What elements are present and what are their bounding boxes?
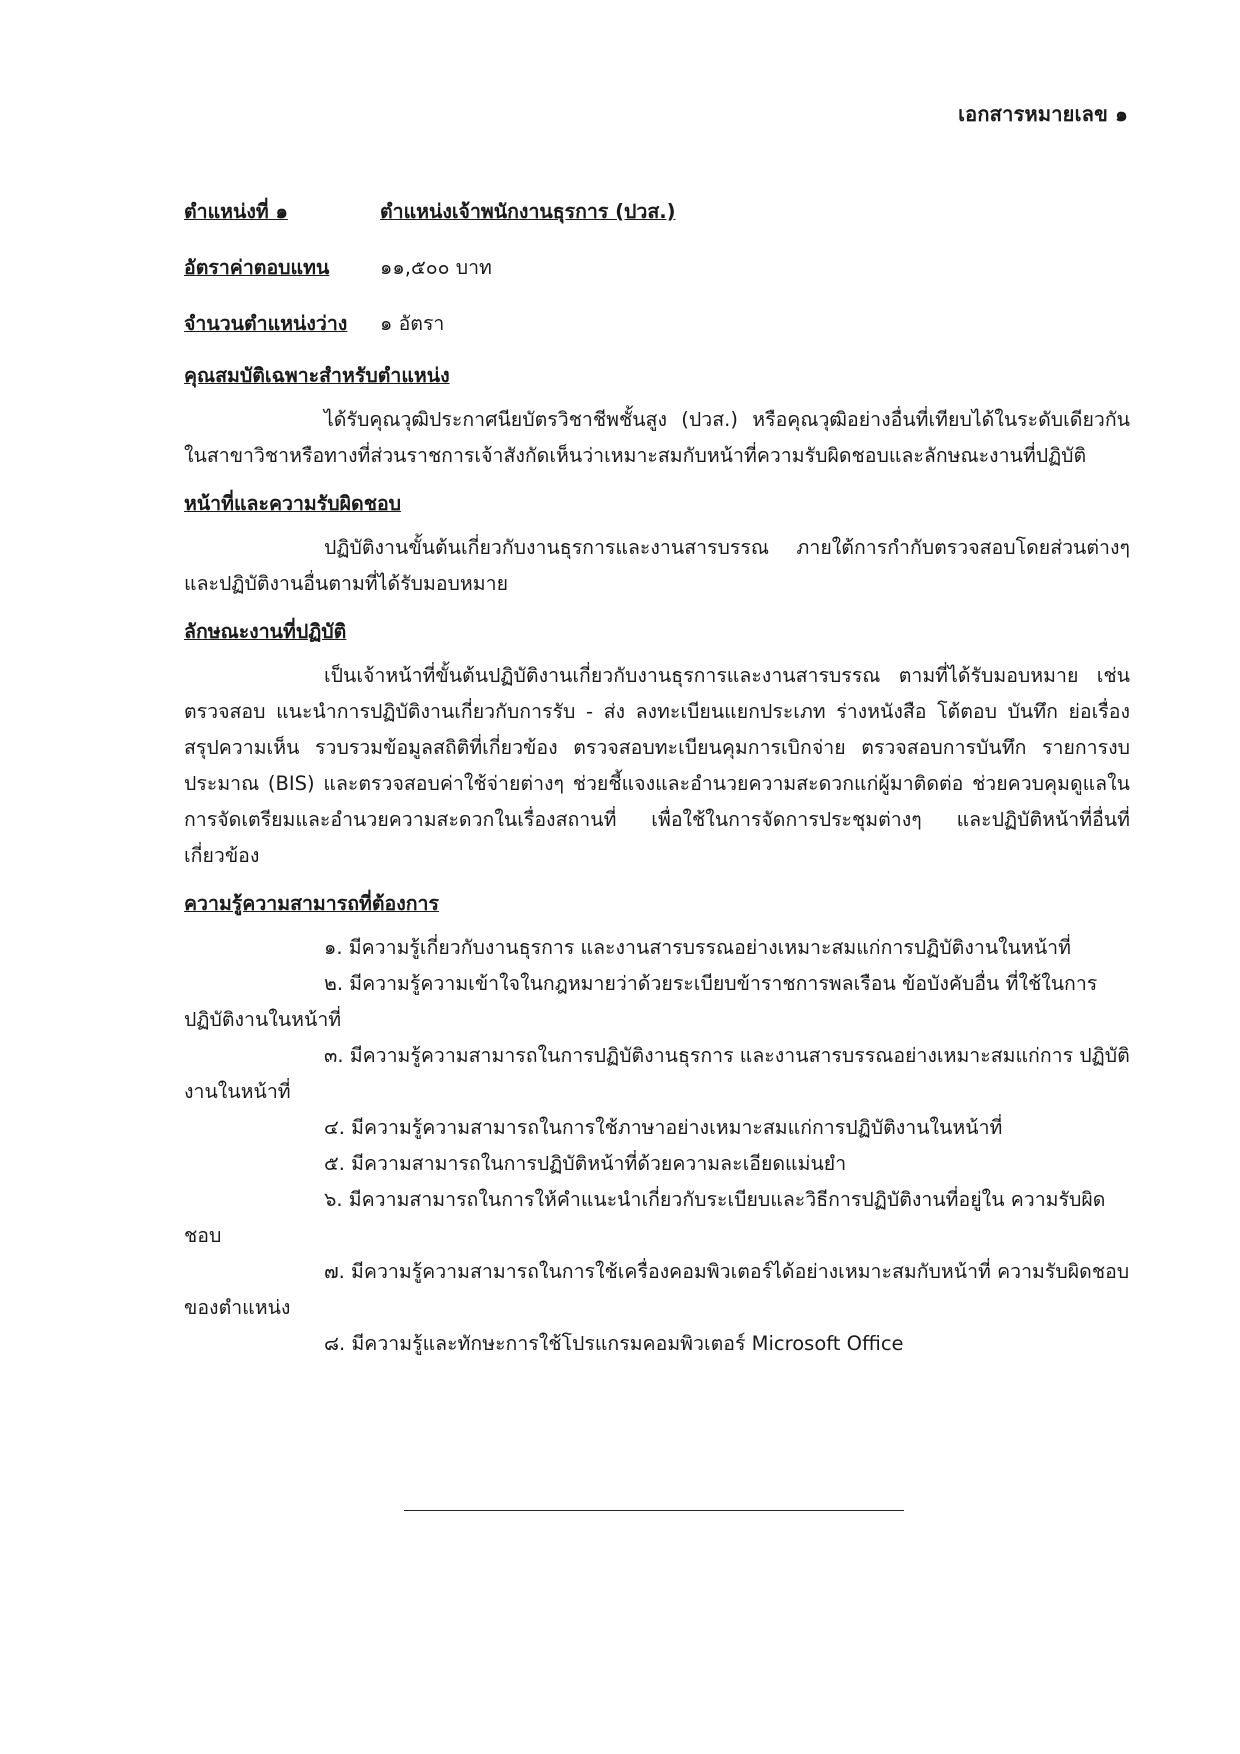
position-row	[184, 194, 1130, 250]
document-body	[184, 194, 1130, 1362]
skill-item-8: ๘. มีความรู้และทักษะการใช้โปรแกรมคอมพิวเตอร์ Microsoft Office	[324, 1332, 904, 1355]
job-nature-text: เป็นเจ้าหน้าที่ขั้นต้นปฏิบัติงานเกี่ยวกับงานธุรการและงานสารบรรณ ตามที่ได้รับมอบหมาย เช่น ตรวจสอบ แนะนำการปฏิบัติงานเกี่ยวกับการรับ - ส่ง ลงทะเบียนแยกประเภท ร่างหนังสือ โต้ตอบ บันทึก ย่อเรื่อง สรุปความเห็น รวบรวมข้อมูลสถิติที่เกี่ยวข้อง ตรวจสอบทะเบียนคุมการเบิกจ่าย ตรวจสอบการบันทึก รายการงบประมาณ (BIS) และตรวจสอบค่าใช้จ่ายต่างๆ ช่วยชี้แจงและอำนวยความสะดวกแก่ผู้มาติดต่อ ช่วยควบคุมดูแลในการจัดเตรียมและอำนวยความสะดวกในเรื่องสถานที่ เพื่อใช้ในการจัดการประชุมต่างๆ และปฏิบัติหน้าที่อื่นที่เกี่ยวข้อง	[184, 664, 1130, 867]
vacancies-label: จำนวนตำแหน่งว่าง	[184, 312, 348, 335]
salary-label: อัตราค่าตอบแทน	[184, 256, 330, 279]
footer-divider	[404, 1510, 904, 1511]
qualifications-text: ได้รับคุณวุฒิประกาศนียบัตรวิชาชีพชั้นสูง (ปวส.) หรือคุณวุฒิอย่างอื่นที่เทียบได้ในระดับเดียวกัน ในสาขาวิชาหรือทางที่ส่วนราชการเจ้าสังกัดเห็นว่าเหมาะสมกับหน้าที่ความรับผิดชอบและลักษณะงานที่ปฏิบัติ	[184, 408, 1130, 467]
skill-item-4: ๔. มีความรู้ความสามารถในการใช้ภาษาอย่างเหมาะสมแก่การปฏิบัติงานในหน้าที่	[324, 1116, 1003, 1139]
skill-item-6: ๖. มีความสามารถในการให้คำแนะนำเกี่ยวกับระเบียบและวิธีการปฏิบัติงานที่อยู่ใน ความรับผิดชอบ	[184, 1188, 1106, 1247]
document-number: เอกสารหมายเลข ๑	[958, 102, 1128, 126]
skills-list	[184, 930, 1130, 1362]
qualifications-heading: คุณสมบัติเฉพาะสำหรับตำแหน่ง	[184, 364, 450, 387]
skill-item-2: ๒. มีความรู้ความเข้าใจในกฎหมายว่าด้วยระเบียบข้าราชการพลเรือน ข้อบังคับอื่น ที่ใช้ในการปฏิบัติงานในหน้าที่	[184, 972, 1098, 1031]
skill-item-7: ๗. มีความรู้ความสามารถในการใช้เครื่องคอมพิวเตอร์ได้อย่างเหมาะสมกับหน้าที่ ความรับผิดชอบของตำแหน่ง	[184, 1260, 1130, 1319]
position-value: ตำแหน่งเจ้าพนักงานธุรการ (ปวส.)	[380, 200, 676, 223]
duties-text: ปฏิบัติงานขั้นต้นเกี่ยวกับงานธุรการและงานสารบรรณ ภายใต้การกำกับตรวจสอบโดยส่วนต่างๆ และปฏิบัติงานอื่นตามที่ได้รับมอบหมาย	[184, 536, 1130, 595]
skill-item-5: ๕. มีความสามารถในการปฏิบัติหน้าที่ด้วยความละเอียดแม่นยำ	[324, 1152, 847, 1175]
vacancies-value: ๑ อัตรา	[380, 312, 445, 335]
vacancies-row	[184, 306, 1130, 352]
position-label: ตำแหน่งที่ ๑	[184, 200, 288, 223]
salary-row	[184, 250, 1130, 306]
salary-value: ๑๑,๕๐๐ บาท	[380, 256, 492, 279]
duties-heading: หน้าที่และความรับผิดชอบ	[184, 492, 402, 515]
job-nature-heading: ลักษณะงานที่ปฏิบัติ	[184, 620, 347, 643]
skill-item-1: ๑. มีความรู้เกี่ยวกับงานธุรการ และงานสารบรรณอย่างเหมาะสมแก่การปฏิบัติงานในหน้าที่	[324, 936, 1071, 959]
skill-item-3: ๓. มีความรู้ความสามารถในการปฏิบัติงานธุรการ และงานสารบรรณอย่างเหมาะสมแก่การ ปฏิบัติงานในหน้าที่	[184, 1044, 1130, 1103]
skills-heading: ความรู้ความสามารถที่ต้องการ	[184, 892, 439, 915]
